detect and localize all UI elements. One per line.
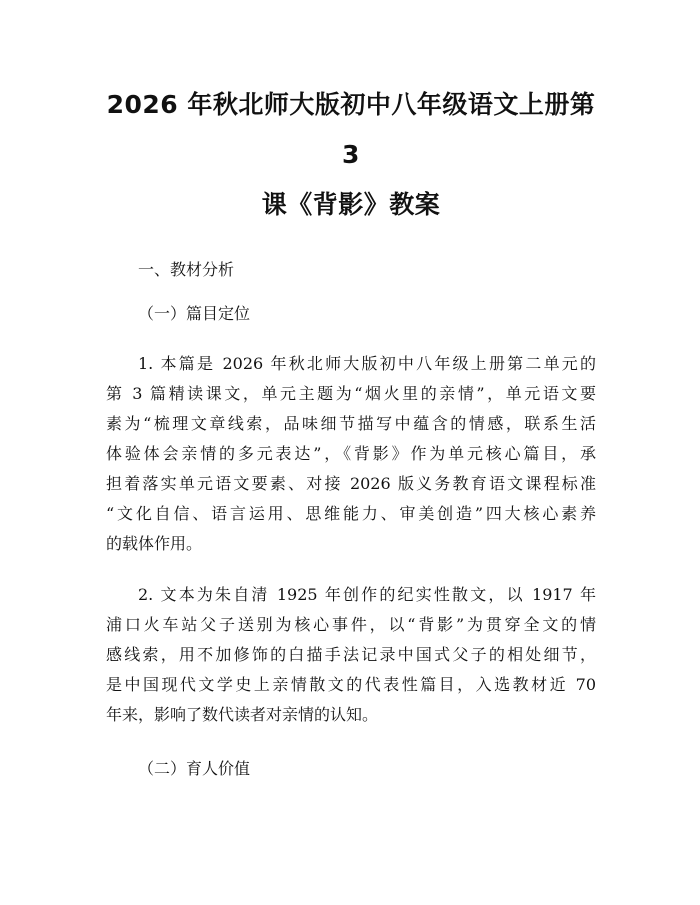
paragraph xyxy=(106,349,596,559)
title-line: 2026 年秋北师大版初中八年级语文上册第 3 xyxy=(106,90,596,169)
paragraph-line: 年来，影响了数代读者对亲情的认知。 xyxy=(106,705,379,724)
document-title xyxy=(106,0,596,230)
paragraph-line: 2. 文本为朱自清 1925 年创作的纪实性散文，以 1917 年 xyxy=(138,585,596,604)
subsection-heading: （一）篇目定位 xyxy=(138,304,251,323)
paragraph-line: “文化自信、语言运用、思维能力、审美创造”四大核心素养 xyxy=(106,504,596,523)
paragraph-line: 感线索，用不加修饰的白描手法记录中国式父子的相处细节， xyxy=(106,645,596,664)
section-heading: 一、教材分析 xyxy=(138,260,235,279)
paragraph-line: 是中国现代文学史上亲情散文的代表性篇目，入选教材近 70 xyxy=(106,675,596,694)
paragraph-line: 担着落实单元语文要素、对接 2026 版义务教育语文课程标准 xyxy=(106,474,596,493)
paragraph-line: 1. 本篇是 2026 年秋北师大版初中八年级上册第二单元的 xyxy=(138,354,596,373)
paragraph-line: 体验体会亲情的多元表达”，《背影》作为单元核心篇目，承 xyxy=(106,444,596,463)
paragraph-line: 素为“梳理文章线索，品味细节描写中蕴含的情感，联系生活 xyxy=(106,414,596,433)
paragraph-line: 的载体作用。 xyxy=(106,534,203,553)
paragraph-line: 第 3 篇精读课文，单元主题为“烟火里的亲情”，单元语文要 xyxy=(106,384,596,403)
paragraph xyxy=(106,580,596,730)
paragraph-line: 浦口火车站父子送别为核心事件，以“背影”为贯穿全文的情 xyxy=(106,615,596,634)
title-line: 课《背影》教案 xyxy=(261,190,441,219)
subsection-heading: （二）育人价值 xyxy=(138,759,251,778)
